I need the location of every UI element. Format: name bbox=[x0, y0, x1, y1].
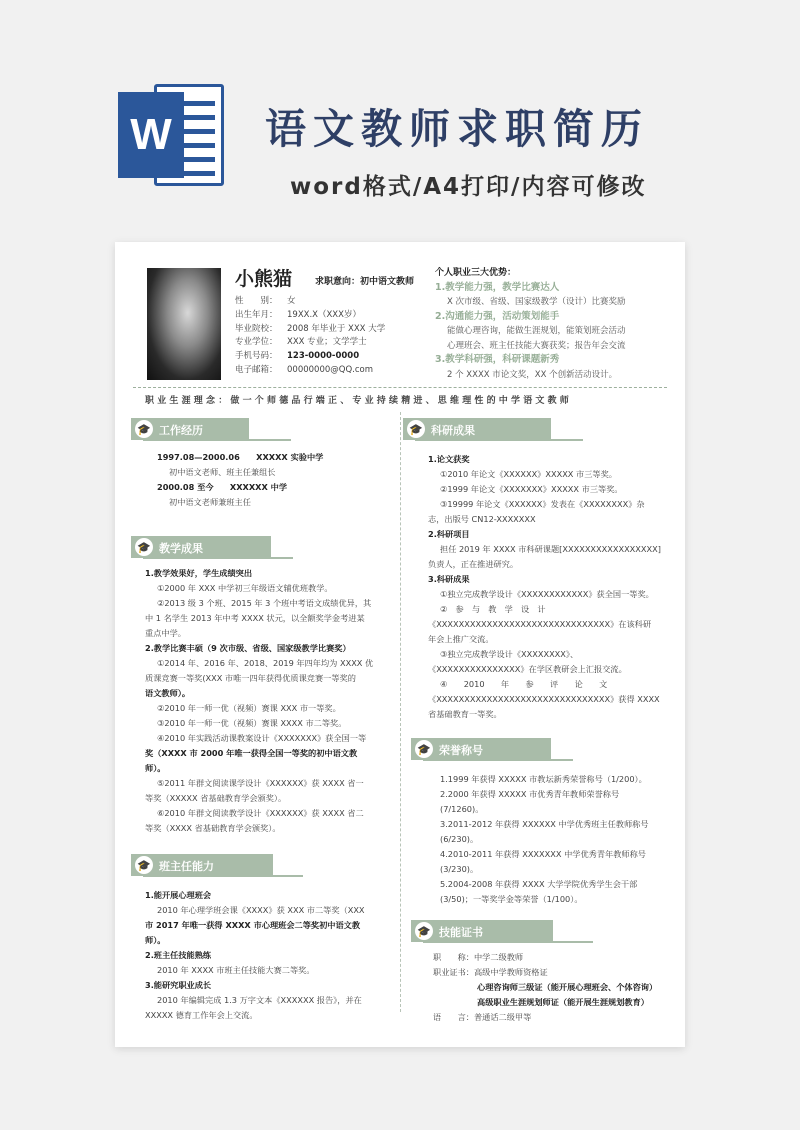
banner bbox=[0, 0, 800, 232]
list-item: 2.2000 年获得 XXXXX 市优秀青年教师荣誉称号 bbox=[440, 789, 620, 799]
list-item: ② 参 与 教 学 设 计 bbox=[440, 604, 546, 614]
honors-list bbox=[428, 772, 668, 907]
graduation-cap-icon: 🎓 bbox=[135, 420, 153, 438]
info-value: XXX 专业；文学学士 bbox=[287, 337, 367, 348]
list-item: 3.科研成果 bbox=[428, 574, 470, 584]
list-item: 重点中学。 bbox=[145, 628, 186, 638]
skill-value: 高级职业生涯规划师证（能开展生涯规划教育） bbox=[477, 997, 649, 1007]
banner-title: 语文教师求职简历 bbox=[265, 105, 649, 153]
candidate-name: 小熊猫 bbox=[235, 268, 293, 290]
info-value: 女 bbox=[287, 296, 296, 306]
advantage-desc: 心理班会、班主任技能大赛获奖；报告年会交流 bbox=[447, 340, 626, 351]
list-item: 奖（XXXX 市 2000 年唯一获得全国一等奖的初中语文教 bbox=[145, 748, 358, 758]
word-doc-icon bbox=[118, 84, 224, 186]
list-item: 师）。 bbox=[145, 935, 166, 945]
list-item: 1.教学效果好，学生成绩突出 bbox=[145, 568, 253, 578]
job-intent: 求职意向：初中语文教师 bbox=[315, 277, 415, 287]
list-item: (6/230)。 bbox=[440, 834, 479, 844]
profile-photo bbox=[147, 268, 221, 380]
work-date: 2000.08 至今 bbox=[157, 482, 214, 492]
list-item: 师）。 bbox=[145, 763, 166, 773]
list-item: 2010 年心理学班会课《XXXX》获 XXX 市二等奖（XXX bbox=[157, 905, 365, 915]
info-label: 电子邮箱： bbox=[235, 364, 278, 375]
info-label: 性 别： bbox=[235, 296, 278, 306]
list-item: ④ 2010 年 参 评 论 文 bbox=[440, 679, 608, 689]
list-item: 《XXXXXXXXXXXXXXXXXXXXXXXXXXXXXXX》获得 XXXX bbox=[428, 694, 660, 704]
info-value: 2008 年毕业于 XXX 大学 bbox=[287, 323, 386, 334]
work-org: XXXXXX 中学 bbox=[229, 482, 288, 492]
advantage-desc: X 次市级、省级、国家级教学（设计）比赛奖励 bbox=[447, 297, 626, 307]
list-item: ①2014 年、2016 年、2018、2019 年四年均为 XXXX 优 bbox=[157, 658, 374, 668]
list-item: ②2010 年一师一优（视频）赛课 XXX 市一等奖。 bbox=[157, 703, 341, 713]
work-list bbox=[157, 450, 387, 510]
head-teacher-list bbox=[145, 888, 381, 1023]
work-role: 初中语文老师兼班主任 bbox=[169, 497, 251, 507]
skill-value: 普通话二级甲等 bbox=[473, 1012, 532, 1022]
section-skills bbox=[411, 920, 591, 948]
list-item: 4.2010-2011 年获得 XXXXXXX 中学优秀青年教师称号 bbox=[440, 849, 646, 859]
info-label: 出生年月： bbox=[235, 309, 278, 320]
info-label: 专业学位： bbox=[235, 337, 278, 348]
list-item: ①2000 年 XXX 中学初三年级语文辅优班教学。 bbox=[157, 583, 333, 593]
list-item: 2.班主任技能熟练 bbox=[145, 950, 212, 960]
list-item: 质课竞赛一等奖(XXX 市唯一四年获得优质课竞赛一等奖的 bbox=[145, 673, 356, 683]
skill-value: 中学二级教师 bbox=[473, 952, 524, 962]
list-item: 中 1 名学生 2013 年中考 XXXX 状元，以全额奖学金考进某 bbox=[145, 613, 365, 623]
section-head-teacher bbox=[131, 854, 301, 882]
list-item: ③19999 年论文《XXXXXX》发表在《XXXXXXXX》杂 bbox=[440, 499, 645, 509]
column-divider bbox=[400, 412, 401, 1012]
graduation-cap-icon: 🎓 bbox=[135, 856, 153, 874]
list-item: 《XXXXXXXXXXXXXXX》在学区教研会上汇报交流。 bbox=[428, 664, 627, 674]
section-title: 科研成果 bbox=[431, 424, 475, 437]
list-item: 《XXXXXXXXXXXXXXXXXXXXXXXXXXXXXXX》在该科研 bbox=[428, 619, 652, 629]
list-item: 2010 年 XXXX 市班主任技能大赛二等奖。 bbox=[157, 965, 315, 975]
advantages-head: 个人职业三大优势： bbox=[435, 268, 517, 278]
info-value: 00000000@QQ.com bbox=[287, 364, 374, 375]
section-title: 教学成果 bbox=[159, 542, 203, 555]
section-honors bbox=[411, 738, 581, 766]
skill-value: 心理咨询师三级证（能开展心理班会、个体咨询） bbox=[477, 982, 658, 992]
basic-info bbox=[235, 295, 385, 378]
list-item: ③独立完成教学设计《XXXXXXXX》、 bbox=[440, 649, 579, 659]
section-teaching bbox=[131, 536, 291, 564]
list-item: ②2013 级 3 个班、2015 年 3 个班中考语文成绩优异，其 bbox=[157, 598, 372, 608]
list-item: ①2010 年论文《XXXXXX》XXXXX 市三等奖。 bbox=[440, 469, 617, 479]
career-motto: 职业生涯理念：做一个师德品行端正、专业持续精进、思维理性的中学语文教师 bbox=[145, 396, 573, 406]
list-item: XXXXX 德育工作年会上交流。 bbox=[145, 1010, 258, 1020]
banner-subtitle: word格式/A4打印/内容可修改 bbox=[290, 174, 647, 200]
section-research bbox=[403, 418, 583, 446]
list-item: ③2010 年一师一优（视频）赛课 XXXX 市二等奖。 bbox=[157, 718, 347, 728]
advantage-desc: 2 个 XXXX 市论文奖，XX 个创新活动设计。 bbox=[447, 369, 618, 380]
graduation-cap-icon: 🎓 bbox=[135, 538, 153, 556]
list-item: ①独立完成教学设计《XXXXXXXXXXXX》获全国一等奖。 bbox=[440, 589, 654, 599]
list-item: (3/230)。 bbox=[440, 864, 479, 874]
list-item: 市 2017 年唯一获得 XXXX 市心理班会二等奖初中语文教 bbox=[145, 920, 361, 930]
list-item: 1.1999 年获得 XXXXX 市教坛新秀荣誉称号（1/200）。 bbox=[440, 774, 647, 784]
list-item: 省基础教育一等奖。 bbox=[428, 709, 502, 719]
list-item: 负责人，正在推进研究。 bbox=[428, 559, 519, 569]
list-item: 2.科研项目 bbox=[428, 529, 470, 539]
info-value: 19XX.X（XXX岁） bbox=[287, 309, 361, 320]
work-org: XXXXX 实验中学 bbox=[256, 452, 324, 462]
list-item: 1.能开展心理班会 bbox=[145, 890, 212, 900]
list-item: ②1999 年论文《XXXXXXX》XXXXX 市三等奖。 bbox=[440, 484, 623, 494]
list-item: ⑥2010 年群文阅读教学设计《XXXXXX》获 XXXX 省二 bbox=[157, 808, 364, 818]
list-item: 年会上推广交流。 bbox=[428, 634, 494, 644]
word-letter: W bbox=[118, 92, 184, 178]
list-item: (7/1260)。 bbox=[440, 804, 484, 814]
section-title: 技能证书 bbox=[439, 926, 483, 939]
teaching-list bbox=[145, 566, 381, 836]
work-role: 初中语文老师、班主任兼组长 bbox=[169, 467, 276, 477]
section-work bbox=[131, 418, 291, 446]
info-value: 123-0000-0000 bbox=[287, 351, 360, 362]
list-item: ⑤2011 年群文阅读课学设计《XXXXXX》获 XXXX 省一 bbox=[157, 778, 364, 788]
section-title: 工作经历 bbox=[159, 424, 203, 437]
skill-value: 高级中学教师资格证 bbox=[473, 967, 548, 977]
list-item: 2010 年编辑完成 1.3 万字文本《XXXXXX 报告》，并在 bbox=[157, 995, 362, 1005]
advantages bbox=[435, 266, 675, 382]
list-item: ④2010 年实践活动课教案设计《XXXXXXX》获全国一等 bbox=[157, 733, 367, 743]
skill-label: 职业证书： bbox=[433, 967, 474, 977]
advantage-title: 1.教学能力强，教学比赛达人 bbox=[435, 281, 560, 293]
graduation-cap-icon: 🎓 bbox=[415, 740, 433, 758]
list-item: 5.2004-2008 年获得 XXXX 大学学院优秀学生会干部 bbox=[440, 879, 638, 889]
section-title: 班主任能力 bbox=[159, 860, 214, 873]
skill-label: 职 称： bbox=[433, 952, 474, 962]
list-item: 担任 2019 年 XXXX 市科研课题[XXXXXXXXXXXXXXXXX] bbox=[440, 544, 661, 554]
list-item: 等奖（XXXX 省基础教育学会颁奖）。 bbox=[145, 823, 281, 833]
list-item: (3/50)；一等奖学金等荣誉（1/100）。 bbox=[440, 894, 583, 904]
advantage-desc: 能做心理咨询，能做生涯规划，能策划班会活动 bbox=[447, 326, 626, 336]
list-item: 2.教学比赛丰硕（9 次市级、省级、国家级教学比赛奖） bbox=[145, 643, 351, 653]
graduation-cap-icon: 🎓 bbox=[415, 922, 433, 940]
info-label: 手机号码： bbox=[235, 351, 278, 362]
info-label: 毕业院校： bbox=[235, 323, 278, 334]
list-item: 3.能研究职业成长 bbox=[145, 980, 212, 990]
divider bbox=[133, 387, 667, 388]
advantage-title: 3.教学科研强，科研课题新秀 bbox=[435, 354, 560, 365]
skills-list bbox=[433, 950, 677, 1025]
advantage-title: 2.沟通能力强，活动策划能手 bbox=[435, 310, 560, 322]
graduation-cap-icon: 🎓 bbox=[407, 420, 425, 438]
skill-label: 语 言： bbox=[433, 1012, 474, 1022]
list-item: 语文教师）。 bbox=[145, 688, 191, 698]
list-item: 1.论文获奖 bbox=[428, 454, 470, 464]
list-item: 等奖（XXXXX 省基础教育学会颁奖）。 bbox=[145, 793, 287, 803]
resume-paper bbox=[115, 242, 685, 1047]
list-item: 志，出版号 CN12-XXXXXXX bbox=[428, 514, 536, 524]
work-date: 1997.08—2000.06 bbox=[157, 452, 240, 462]
research-list bbox=[428, 452, 668, 722]
section-title: 荣誉称号 bbox=[439, 744, 483, 757]
list-item: 3.2011-2012 年获得 XXXXXX 中学优秀班主任教师称号 bbox=[440, 819, 649, 829]
